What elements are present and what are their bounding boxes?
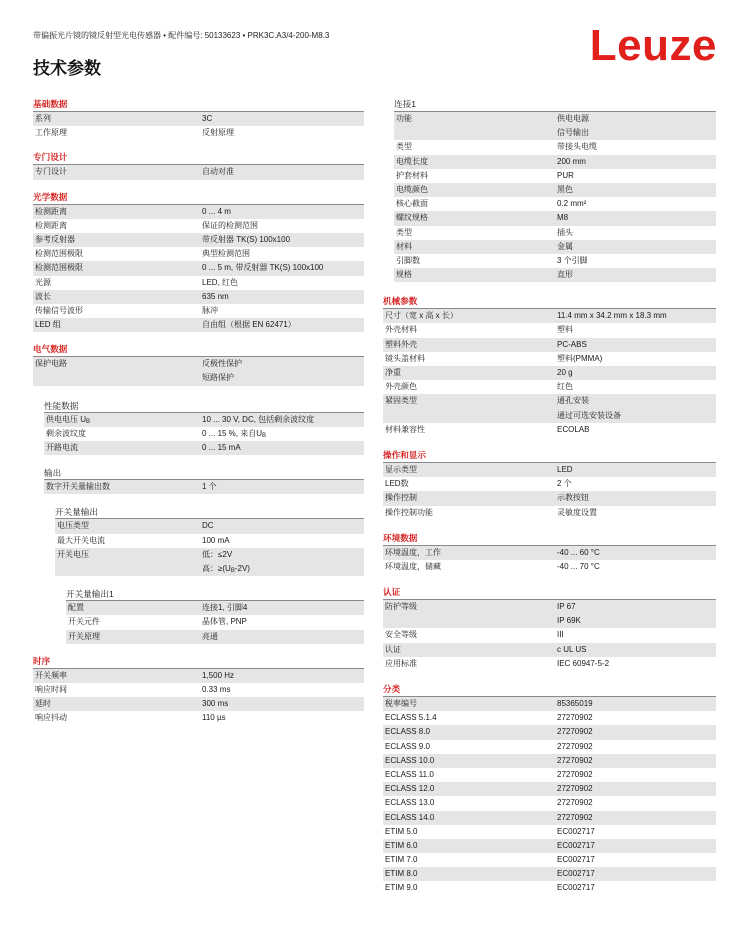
table-row: [383, 394, 716, 408]
section-title-operation: 操作和显示: [383, 448, 716, 463]
table-row: [383, 697, 716, 711]
row-value: 0.33 ms: [202, 684, 231, 694]
row-label: 响应时间: [35, 684, 67, 694]
table-row: [33, 261, 364, 275]
row-value: -40 ... 60 °C: [557, 547, 600, 557]
row-label: 规格: [396, 270, 412, 280]
row-label: 专门设计: [35, 167, 67, 177]
row-label: 电缆长度: [396, 156, 428, 166]
row-label: 供电电压 UB: [46, 414, 91, 425]
table-row: [383, 825, 716, 839]
table-row: [55, 562, 364, 576]
row-label: 电压类型: [57, 521, 89, 531]
row-value: 27270902: [557, 741, 593, 751]
row-label: 操作控制: [385, 493, 417, 503]
row-label: 参考反射器: [35, 234, 75, 244]
table-row: [383, 657, 716, 671]
row-label: 防护等级: [385, 602, 417, 612]
row-value: 3 个引脚: [557, 255, 588, 265]
row-label: 税率编号: [385, 699, 417, 708]
row-label: [383, 614, 555, 628]
row-value: PC-ABS: [557, 339, 587, 349]
row-label: 尺寸（宽 x 高 x 长）: [385, 311, 458, 321]
row-value: 0.2 mm²: [557, 199, 587, 209]
table-row: [383, 546, 716, 560]
table-row: [394, 169, 716, 183]
row-value: 27270902: [557, 784, 593, 794]
row-value: 信号输出: [557, 128, 589, 138]
row-label: 传输信号波形: [35, 305, 83, 315]
table-row: [383, 614, 716, 628]
table-row: [383, 811, 716, 825]
row-label: [394, 126, 555, 140]
classification-table: [383, 697, 716, 896]
left-column: [33, 97, 364, 725]
row-value: 连接1, 引脚4: [202, 603, 248, 613]
row-label: 检测范围极限: [35, 263, 83, 273]
row-label: [383, 409, 555, 423]
table-row: [394, 183, 716, 197]
table-row: [394, 155, 716, 169]
table-row: [33, 276, 364, 290]
row-label: ETIM 9.0: [385, 883, 418, 893]
table-row: [44, 441, 364, 455]
table-row: [394, 240, 716, 254]
switching1-group: [66, 586, 364, 644]
perf-group: [44, 398, 364, 456]
row-label: 功能: [396, 114, 412, 123]
table-row: [383, 380, 716, 394]
row-label: 系列: [35, 114, 51, 123]
row-value: 带接头电缆: [557, 142, 597, 152]
certification-table: [383, 600, 716, 671]
table-row: [383, 740, 716, 754]
row-label: 净重: [385, 368, 401, 377]
row-label: 数字开关量输出数: [46, 482, 110, 492]
row-label: 延时: [35, 699, 51, 709]
group-title-perf: 性能数据: [44, 398, 364, 413]
row-value: 0 ... 15 %, 来自UB: [202, 428, 267, 439]
section-title-classification: 分类: [383, 682, 716, 697]
row-value: -40 ... 70 °C: [557, 561, 600, 571]
table-row: [383, 309, 716, 323]
row-label: 外壳材料: [385, 325, 417, 335]
table-row: [383, 366, 716, 380]
row-label: ECLASS 8.0: [385, 727, 430, 737]
section-title-special: 专门设计: [33, 150, 364, 165]
table-row: [33, 126, 364, 140]
table-row: [33, 304, 364, 318]
document-header: 带偏振光片镜的镜反射型光电传感器 • 配件编号: 50133623 • PRK3C.A3/4-200-M8.3: [33, 31, 330, 40]
table-row: [383, 600, 716, 614]
table-row: [33, 290, 364, 304]
row-label: 类型: [396, 227, 412, 237]
row-value: LED: [557, 464, 573, 474]
group-title-outputs: 输出: [44, 465, 364, 480]
row-label: ECLASS 11.0: [385, 769, 434, 779]
table-row: [66, 630, 364, 644]
row-label: ETIM 6.0: [385, 840, 418, 850]
row-value: 金属: [557, 241, 573, 251]
row-value: 300 ms: [202, 699, 229, 709]
operation-table: [383, 463, 716, 520]
row-label: 保护电路: [35, 359, 67, 369]
row-label: ETIM 5.0: [385, 826, 418, 836]
row-label: ECLASS 13.0: [385, 798, 435, 808]
table-row: [383, 560, 716, 574]
table-row: [33, 233, 364, 247]
row-value: 带反射器 TK(S) 100x100: [202, 234, 291, 244]
row-value: DC: [202, 521, 214, 531]
table-row: [33, 669, 364, 683]
row-label: 塑料外壳: [385, 339, 417, 349]
row-label: 响应抖动: [35, 713, 67, 723]
row-label: 核心截面: [396, 199, 428, 209]
row-value: 85365019: [557, 699, 593, 708]
right-column: [383, 97, 716, 896]
row-value: 反射原理: [202, 128, 234, 138]
row-value: EC002717: [557, 840, 595, 850]
table-row: [33, 112, 364, 126]
row-label: 开路电流: [46, 443, 78, 452]
special-table: [33, 165, 364, 179]
row-label: 工作原理: [35, 128, 67, 138]
row-value: 塑料(PMMA): [557, 353, 603, 363]
optical-table: [33, 205, 364, 333]
row-label: 环境温度，储藏: [385, 561, 441, 571]
group-title-connection: 连接1: [394, 97, 716, 112]
row-value: ECOLAB: [557, 424, 590, 434]
row-value: 通孔安装: [557, 396, 589, 406]
row-label: ECLASS 10.0: [385, 755, 435, 765]
row-value: 亮通: [202, 631, 218, 641]
table-row: [394, 126, 716, 140]
table-row: [383, 338, 716, 352]
row-label: 护套材料: [396, 170, 428, 180]
row-label: LED 组: [35, 320, 61, 330]
table-row: [394, 226, 716, 240]
table-row: [383, 768, 716, 782]
row-value: 红色: [557, 382, 573, 392]
row-label: 光源: [35, 277, 51, 287]
table-row: [383, 839, 716, 853]
row-value: 200 mm: [557, 156, 586, 166]
group-title-switching: 开关量输出: [55, 504, 364, 519]
mechanical-table: [383, 309, 716, 437]
environment-table: [383, 546, 716, 574]
row-label: 检测距离: [35, 206, 67, 216]
row-label: ECLASS 14.0: [385, 812, 435, 822]
row-label: 类型: [396, 142, 412, 152]
table-row: [394, 254, 716, 268]
row-label: 显示类型: [385, 464, 417, 474]
row-value: LED, 红色: [202, 277, 239, 287]
table-row: [383, 881, 716, 895]
row-label: 电缆颜色: [396, 184, 428, 194]
table-row: [383, 711, 716, 725]
table-row: [383, 725, 716, 739]
row-label: 波长: [35, 291, 51, 301]
table-row: [394, 268, 716, 282]
table-row: [66, 601, 364, 615]
row-label: 环境温度，工作: [385, 547, 441, 557]
row-value: 1 个: [202, 482, 217, 492]
table-row: [394, 211, 716, 225]
table-row: [33, 711, 364, 725]
table-row: [33, 683, 364, 697]
section-title-environment: 环境数据: [383, 531, 716, 546]
timing-table: [33, 669, 364, 726]
row-label: 材料: [396, 241, 412, 251]
table-row: [33, 318, 364, 332]
row-value: 2 个: [557, 479, 572, 489]
table-row: [33, 247, 364, 261]
table-row: [383, 643, 716, 657]
connection-table: [394, 112, 716, 282]
row-label: ECLASS 12.0: [385, 784, 435, 794]
section-title-optical: 光学数据: [33, 190, 364, 205]
section-title-mechanical: 机械参数: [383, 294, 716, 309]
row-value: 典型检测范围: [202, 249, 250, 259]
row-value: 晶体管, PNP: [202, 617, 247, 627]
table-row: [383, 323, 716, 337]
row-label: 剩余波纹度: [46, 428, 86, 438]
row-value: 灵敏度设置: [557, 507, 597, 517]
table-row: [33, 219, 364, 233]
outputs-group: [44, 465, 364, 494]
row-value: 0 ... 5 m, 带反射器 TK(S) 100x100: [202, 263, 324, 273]
row-value: 27270902: [557, 812, 593, 822]
table-row: [383, 796, 716, 810]
row-label: 开关电压: [57, 549, 89, 559]
row-value: 黑色: [557, 184, 573, 194]
row-label: 开关频率: [35, 670, 67, 680]
row-label: 材料兼容性: [385, 424, 425, 434]
table-row: [44, 413, 364, 427]
row-label: 开关元件: [68, 617, 100, 627]
row-label: 检测距离: [35, 220, 67, 230]
row-value: EC002717: [557, 826, 595, 836]
table-row: [383, 491, 716, 505]
leuze-logo: Leuze: [589, 21, 717, 70]
row-label: 应用标准: [385, 658, 417, 668]
row-value: 1,500 Hz: [202, 670, 235, 680]
protection-table: [33, 357, 364, 385]
table-row: [66, 615, 364, 629]
table-row: [383, 853, 716, 867]
table-row: [383, 506, 716, 520]
table-row: [55, 534, 364, 548]
row-value: 100 mA: [202, 535, 230, 545]
row-value: 27270902: [557, 727, 593, 737]
table-row: [394, 140, 716, 154]
table-row: [383, 423, 716, 437]
row-value: 27270902: [557, 769, 593, 779]
row-label: 开关原理: [68, 631, 100, 641]
row-value: 11.4 mm x 34.2 mm x 18.3 mm: [557, 311, 667, 321]
row-value: IEC 60947-5-2: [557, 658, 610, 668]
row-value: EC002717: [557, 883, 595, 893]
row-value: M8: [557, 213, 569, 223]
row-value: PUR: [557, 170, 574, 180]
row-label: 配置: [68, 603, 84, 613]
row-label: 认证: [385, 644, 401, 654]
row-value: 通过可选安装设备: [557, 410, 621, 420]
row-value: IP 69K: [557, 616, 581, 626]
row-label: ETIM 7.0: [385, 855, 418, 865]
row-value: III: [557, 630, 564, 640]
row-value: 保证的检测范围: [202, 220, 258, 230]
row-value: 低：≤2V: [202, 549, 233, 559]
table-row: [383, 754, 716, 768]
row-value: 0 ... 4 m: [202, 206, 231, 216]
switching-group: [55, 504, 364, 576]
table-row: [33, 205, 364, 219]
table-row: [383, 477, 716, 491]
section-title-timing: 时序: [33, 654, 364, 669]
outputs-table: [44, 480, 364, 494]
table-row: [44, 480, 364, 494]
row-value: IP 67: [557, 602, 576, 612]
row-value: 110 µs: [202, 713, 226, 723]
table-row: [394, 112, 716, 126]
table-row: [33, 357, 364, 371]
row-value: 短路保护: [202, 373, 234, 383]
row-label: ECLASS 5.1.4: [385, 713, 437, 723]
row-label: 镜头盖材料: [385, 353, 425, 363]
row-label: 操作控制功能: [385, 507, 433, 517]
row-value: 塑料: [557, 325, 573, 335]
row-value: 插头: [557, 227, 573, 237]
basic-table: [33, 112, 364, 140]
row-label: 螺纹规格: [396, 213, 428, 223]
switching1-table: [66, 601, 364, 644]
row-value: 反极性保护: [202, 359, 242, 369]
row-label: 安全等级: [385, 630, 417, 640]
row-value: 高：≥(UB-2V): [202, 563, 250, 574]
row-label: 检测范围极限: [35, 249, 83, 259]
row-value: 27270902: [557, 755, 593, 765]
table-row: [55, 548, 364, 562]
row-value: 3C: [202, 114, 213, 123]
row-label: 引脚数: [396, 255, 420, 265]
row-value: EC002717: [557, 869, 595, 879]
row-value: 自由组（根据 EN 62471）: [202, 320, 296, 330]
table-row: [33, 371, 364, 385]
section-title-basic: 基础数据: [33, 97, 364, 112]
row-value: 供电电源: [557, 114, 589, 123]
table-row: [383, 352, 716, 366]
row-value: 635 nm: [202, 291, 229, 301]
row-value: 20 g: [557, 368, 573, 377]
row-label: LED数: [385, 479, 409, 489]
page-title: 技术参数: [33, 59, 101, 78]
row-value: 10 ... 30 V, DC, 包括剩余波纹度: [202, 414, 315, 424]
table-row: [33, 165, 364, 179]
row-value: c UL US: [557, 644, 587, 654]
table-row: [44, 427, 364, 441]
row-value: 27270902: [557, 798, 593, 808]
row-label: ECLASS 9.0: [385, 741, 430, 751]
table-row: [394, 197, 716, 211]
section-title-electrical: 电气数据: [33, 342, 364, 357]
row-label: 最大开关电流: [57, 535, 105, 545]
row-value: 示教按钮: [557, 493, 589, 503]
row-label: ETIM 8.0: [385, 869, 418, 879]
table-row: [383, 409, 716, 423]
row-value: 脉冲: [202, 305, 218, 315]
row-label: 外壳颜色: [385, 382, 417, 392]
row-label: 紧固类型: [385, 396, 417, 406]
row-value: 27270902: [557, 713, 593, 723]
section-title-certification: 认证: [383, 585, 716, 600]
row-value: 直形: [557, 270, 573, 280]
table-row: [383, 782, 716, 796]
table-row: [33, 697, 364, 711]
table-row: [383, 628, 716, 642]
table-row: [383, 867, 716, 881]
row-value: EC002717: [557, 855, 595, 865]
row-value: 自动对准: [202, 167, 234, 177]
row-value: 0 ... 15 mA: [202, 443, 241, 452]
table-row: [383, 463, 716, 477]
connection-group: [394, 97, 716, 282]
table-row: [55, 519, 364, 533]
group-title-switching1: 开关量输出1: [66, 586, 364, 601]
